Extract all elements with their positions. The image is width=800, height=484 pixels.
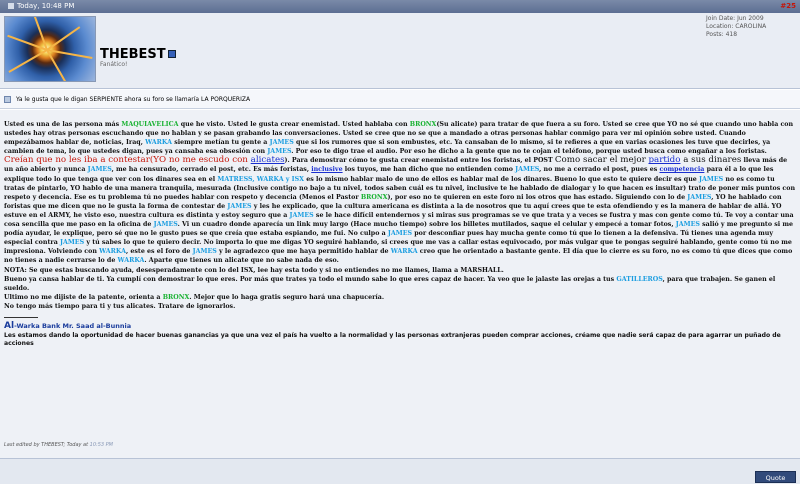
- inline-link[interactable]: inclusive: [311, 166, 343, 174]
- inline-link[interactable]: partido: [648, 155, 681, 166]
- post-line: [4, 293, 796, 302]
- text-segment: creo que he orientado a bastante gente. El día que lo cierre es su foro, no es como tú que dices que como no tienes a nadie cerrarse lo de: [4, 248, 793, 265]
- inline-link[interactable]: Creían que no les iba a contestar(YO no me escudo con: [4, 155, 251, 166]
- text-segment: no es como tu tratas de pintarlo, YO hablo de una manera tranquila, mesurada (Inclusive contigo no bajo a tu nivel, todos saben cuál es tu nivel, inclusive te he hablado de dialogar y lo que hacen es insultar) trato de poner mis puntos con respeto y decencia. Ese es tu problema tú no puedes hablar con respeto y decencia (Menos el Pastor: [4, 175, 796, 201]
- user-info-block: [0, 13, 800, 89]
- text-segment: JAMES: [267, 148, 292, 156]
- text-segment: Ultimo no me dijiste de la patente, orienta a: [4, 293, 163, 301]
- text-segment: por desconfiar pues hay mucha gente como tú que lo tienen a la defensiva. Tú tienes una agenda muy especial contra: [4, 230, 774, 247]
- text-segment: JAMES: [675, 221, 700, 229]
- text-segment: JAMES: [698, 175, 724, 183]
- text-segment: BRONX: [162, 293, 190, 301]
- document-icon: [4, 96, 11, 103]
- text-segment: WARKA: [117, 257, 145, 265]
- post-line: [4, 275, 796, 293]
- text-segment: . Aparte que tienes un alicate que no sabe nada de eso.: [144, 257, 339, 265]
- text-segment: BRONX: [360, 193, 388, 201]
- text-segment: GATILLEROS: [616, 275, 663, 283]
- inline-link[interactable]: Como sacar el mejor: [554, 155, 649, 166]
- text-segment: lleva más de un año abierto y nunca: [4, 157, 788, 174]
- post-icon: [8, 3, 14, 9]
- text-segment: . Mejor que lo haga gratis seguro hará una chapucería.: [189, 293, 385, 301]
- text-segment: JAMES: [687, 193, 712, 201]
- edit-note: Last edited by THEBEST; Today at 10:53 PM: [4, 442, 113, 448]
- text-segment: JAMES: [515, 166, 540, 174]
- post-count: Posts: 418: [706, 31, 738, 38]
- text-segment: Bueno ya cansa hablar de ti. Ya cumplí con demostrar lo que eres. Por más que trates ya todo el mundo sabe lo que eres capaz de hacer. Ya veo que le jalaste las orejas a tus: [4, 275, 617, 283]
- post-body: [4, 120, 796, 266]
- text-segment: JAMES: [289, 211, 314, 219]
- text-segment: (Su alicate) para tratar de que fuera a su foro. Usted se cree que YO no sé que cuando uno habla con ustedes hay otras personas escuchando que no hablan y se pasan grabando las conversaciones. Usted se cree que no se que a mandado a otras personas hablar conmigo para ver mi opinión sobre usted. Cuando empezábamos hablar de, noticias, Iraq,: [4, 121, 794, 147]
- post-header-bar: [0, 0, 800, 13]
- user-title: Fanático!: [100, 61, 128, 68]
- text-segment: . Vi un cuadro donde aparecía un link muy largo (Hace mucho tiempo) sobre los billetes mutilados, saque el celular y empecé a tomar fotos,: [177, 221, 676, 229]
- user-avatar: [4, 16, 96, 82]
- text-segment: , no me a cerrado el post, pues es: [539, 166, 660, 174]
- post-number-link[interactable]: #25: [780, 2, 796, 10]
- user-details: [706, 15, 796, 39]
- text-segment: , me ha censurado, cerrado el post, etc. Es más foristas,: [111, 166, 312, 174]
- text-segment: JAMES: [269, 139, 294, 147]
- user-location: Location: CAROLINA: [706, 23, 767, 30]
- text-segment: y le agradezco que me haya permitido hablar de: [216, 248, 391, 256]
- post-content: [0, 110, 800, 458]
- text-segment: JAMES: [87, 166, 112, 174]
- post-date: Today, 10:48 PM: [8, 0, 74, 13]
- post-footer: [0, 458, 800, 484]
- text-segment: ), por eso no te quieren en este foro ni los otros que has estado. Siguiendo con lo de: [387, 193, 688, 201]
- text-segment: ). Para demostrar cómo te gusta crear enemistad entre los foristas, el POST: [284, 157, 555, 165]
- join-date: Join Date: Jun 2009: [706, 15, 764, 22]
- text-segment: es lo mismo hablar malo de uno de ellos es hablar mal de los dinares. Bueno lo que esto te quiere decir es que: [304, 175, 699, 183]
- text-segment: salió y me pregunto si me podía ayudar, le explique, pero sé que no le gusto pues se que creía que estaba espiando, me fui. No culpo a: [4, 221, 794, 238]
- text-segment: MAQUIAVELICA: [121, 121, 179, 128]
- text-segment: JAMES: [192, 248, 217, 256]
- text-segment: para él a lo que les explique todo lo que tenga que ver con los dinares sea en el: [4, 166, 774, 183]
- text-segment: MATRESS, WARKA y ISX: [217, 175, 305, 183]
- text-segment: NOTA: Se que estas buscando ayuda, desesperadamente con lo del ISX, lee hay esta todo y si no entiendes no me llames, llama a MARSHALL.: [4, 266, 504, 274]
- inline-link[interactable]: competencia: [659, 166, 705, 174]
- text-segment: WARKA: [99, 248, 126, 256]
- text-segment: , YO he hablado con foristas que me dicen que no le gusta la forma de contestar de: [4, 193, 782, 210]
- inline-link[interactable]: alicates: [250, 155, 285, 166]
- text-segment: siempre metían tu gente a: [172, 139, 270, 147]
- post-title: Ya le gusta que le digan SERPIENTE ahora su foro se llamaría LA PORQUERIZA: [16, 96, 251, 103]
- text-segment: WARKA: [390, 248, 418, 256]
- text-segment: que he visto. Usted le gusta crear enemistad. Usted hablaba con: [178, 121, 410, 128]
- text-segment: . Por eso te digo trae el audio. Por eso he dicho a la gente que no te cojan el teléfono, porque usted busca como engañar a los foristas.: [291, 148, 767, 156]
- text-segment: JAMES: [153, 221, 178, 229]
- signature-title: Al-Warka Bank Mr. Saad al-Bunnia: [4, 320, 132, 331]
- signature-text: Les estamos dando la oportunidad de hacer buenas ganancias ya que una vez el país ha vuelto a la normalidad y las personas extranjeras pueden comprar acciones, créame que nadie será capaz de para agarrar un puñado de acciones: [4, 331, 781, 347]
- quote-button[interactable]: Quote: [755, 471, 796, 483]
- text-segment: No tengo más tiempo para ti y tus alicates. Tratare de ignorarlos.: [4, 302, 236, 310]
- online-status-icon: [168, 50, 176, 58]
- text-segment: JAMES: [387, 230, 413, 238]
- post-line: [4, 302, 796, 311]
- post-title-row: [0, 90, 800, 109]
- inline-link[interactable]: a sus dinares: [680, 155, 742, 166]
- text-segment: los tuyos, me han dicho que no entienden como: [342, 166, 516, 174]
- text-segment: JAMES: [59, 239, 85, 247]
- text-segment: WARKA: [145, 139, 172, 147]
- post-lines: [4, 266, 796, 311]
- text-segment: , este es el foro de: [126, 248, 193, 256]
- text-segment: JAMES: [227, 202, 252, 210]
- text-segment: que si los rumores que si son embustes, etc. Ya cansaban de lo mismo, si te refieres a que en varias ocasiones les tuve que decirles, ya cambien de tema, lo que ustedes digan, pues ya cansaba esa obsesión con: [4, 139, 771, 156]
- text-segment: , para que trabajen. Se ganen el sueldo.: [4, 275, 776, 292]
- post-line: [4, 266, 796, 275]
- text-segment: BRONX: [409, 121, 437, 128]
- text-segment: y tú sabes lo que te quiero decir. No importa lo que me digas YO seguiré hablando, si crees que me vas a callar estas equivocado, por más vulgar que te pongas seguiré hablando, gente como tú no me impresiona. Volviendo con: [4, 239, 792, 256]
- username-link[interactable]: THEBEST: [100, 47, 166, 62]
- text-segment: y les he explicado, que la cultura americana es distinta a la de nosotros que tu aquí crees que te esta ofendiendo y es la manera de hablar de allá. YO estuve en el ARMY, he visto eso, nuestra cultura es distinta y estoy seguro que a: [4, 202, 782, 219]
- signature-divider: [4, 317, 38, 318]
- text-segment: Usted es una de las persona más: [4, 121, 122, 128]
- text-segment: se le hace difícil entendernos y si miras sus programas se ve que trata y a veces se fustra y mas con gente como tú. Te voy a contar una cosa sencilla que me paso en la oficina de: [4, 211, 794, 229]
